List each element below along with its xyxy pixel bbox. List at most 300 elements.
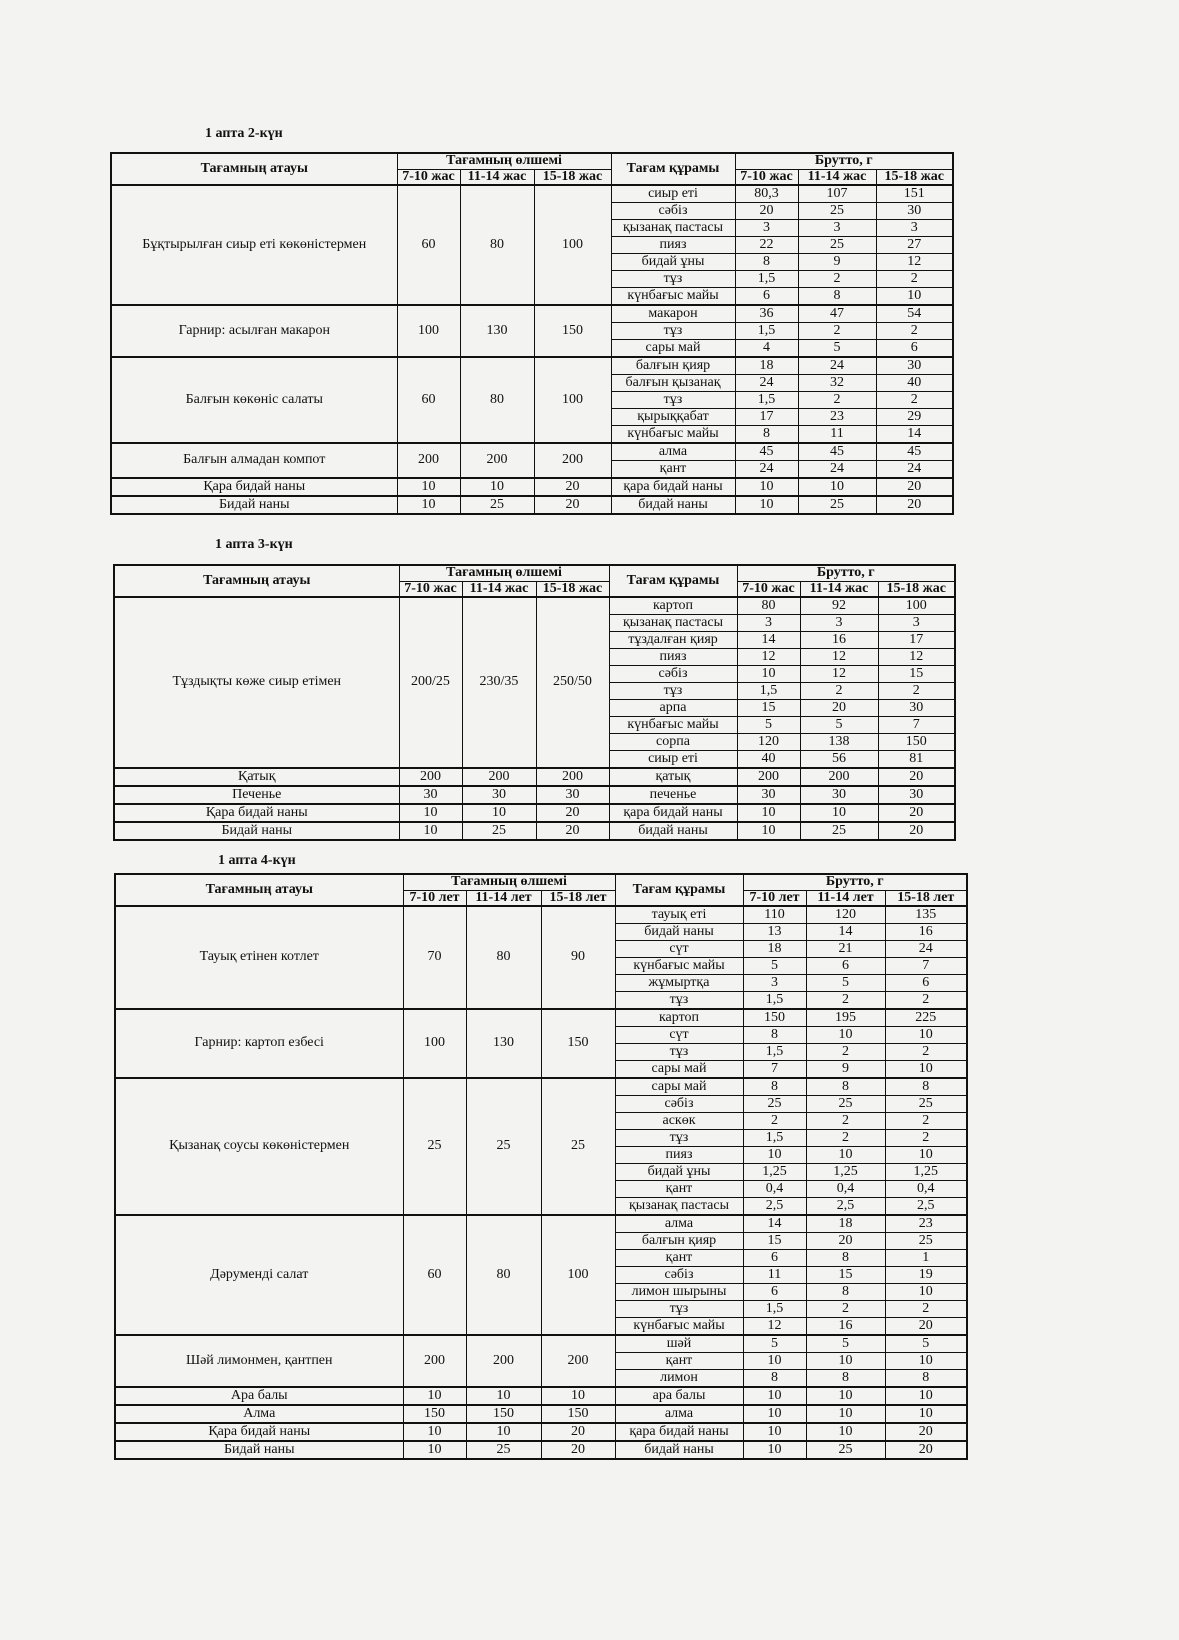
portion-value: 10 (466, 1387, 541, 1405)
portion-value: 20 (541, 1423, 615, 1441)
dish-name: Бидай наны (111, 496, 397, 514)
ingredient-row (111, 478, 953, 496)
gross-value: 8 (885, 1078, 967, 1096)
dish-name: Алма (115, 1405, 403, 1423)
gross-value: 20 (735, 202, 798, 219)
gross-value: 10 (743, 1423, 806, 1441)
gross-value: 3 (800, 614, 878, 631)
gross-age-header: 15-18 жас (878, 581, 955, 597)
ingredient-name: күнбағыс майы (609, 716, 737, 733)
gross-value: 45 (735, 443, 798, 461)
dish-group (115, 906, 967, 1009)
portion-value: 10 (541, 1387, 615, 1405)
ingredient-name: алма (611, 443, 735, 461)
ingredient-name: күнбағыс майы (611, 287, 735, 305)
ingredient-row (111, 185, 953, 203)
gross-value: 81 (878, 750, 955, 768)
gross-value: 10 (743, 1441, 806, 1459)
dish-group (115, 1009, 967, 1078)
portion-value: 30 (399, 786, 462, 804)
gross-value: 20 (878, 822, 955, 840)
gross-value: 24 (735, 374, 798, 391)
ingredient-row (115, 1441, 967, 1459)
gross-value: 56 (800, 750, 878, 768)
dish-name: Қатық (114, 768, 399, 786)
ingredient-name: тұз (615, 1043, 743, 1060)
ingredient-name: қара бидай наны (611, 478, 735, 496)
gross-value: 3 (876, 219, 953, 236)
gross-value: 110 (743, 906, 806, 924)
portion-value: 100 (534, 185, 611, 305)
gross-value: 92 (800, 597, 878, 615)
gross-value: 2 (885, 991, 967, 1009)
gross-value: 2 (800, 682, 878, 699)
ingredient-name: сары май (611, 339, 735, 357)
portion-value: 25 (462, 822, 536, 840)
composition-header: Тағам құрамы (609, 565, 737, 597)
table-header (111, 153, 953, 185)
gross-value: 25 (885, 1095, 967, 1112)
ingredient-name: сиыр еті (611, 185, 735, 203)
ingredient-row (114, 597, 955, 615)
portion-value: 10 (399, 822, 462, 840)
gross-value: 10 (737, 804, 800, 822)
gross-value: 6 (876, 339, 953, 357)
portion-value: 10 (460, 478, 534, 496)
dish-group (114, 786, 955, 804)
gross-age-header: 11-14 жас (800, 581, 878, 597)
portion-value: 20 (534, 496, 611, 514)
gross-value: 8 (806, 1249, 885, 1266)
gross-age-header: 7-10 лет (743, 890, 806, 906)
gross-value: 16 (800, 631, 878, 648)
ingredient-name: пияз (611, 236, 735, 253)
gross-value: 30 (878, 786, 955, 804)
gross-value: 6 (743, 1283, 806, 1300)
gross-value: 25 (798, 236, 876, 253)
gross-value: 3 (735, 219, 798, 236)
dish-name-header: Тағамның атауы (115, 874, 403, 906)
gross-value: 10 (743, 1146, 806, 1163)
gross-value: 8 (806, 1283, 885, 1300)
ingredient-name: тұз (611, 322, 735, 339)
ingredient-name: қант (611, 460, 735, 478)
dish-name: Қара бидай наны (114, 804, 399, 822)
gross-value: 6 (743, 1249, 806, 1266)
gross-value: 80 (737, 597, 800, 615)
gross-value: 2 (885, 1129, 967, 1146)
gross-value: 6 (885, 974, 967, 991)
portion-value: 10 (399, 804, 462, 822)
portion-value: 20 (541, 1441, 615, 1459)
table-header (115, 874, 967, 906)
dish-group (114, 822, 955, 840)
portion-value: 20 (536, 822, 609, 840)
portion-size-header: Тағамның өлшемі (397, 153, 611, 169)
ingredient-name: сары май (615, 1078, 743, 1096)
portion-value: 250/50 (536, 597, 609, 768)
gross-age-header: 11-14 жас (798, 169, 876, 185)
dish-group (115, 1387, 967, 1405)
dish-group (115, 1335, 967, 1387)
gross-value: 8 (806, 1369, 885, 1387)
ingredient-row (114, 786, 955, 804)
portion-value: 30 (536, 786, 609, 804)
gross-value: 21 (806, 940, 885, 957)
gross-value: 8 (743, 1078, 806, 1096)
gross-header: Брутто, г (735, 153, 953, 169)
dish-name: Бидай наны (115, 1441, 403, 1459)
portion-value: 10 (403, 1387, 466, 1405)
ingredient-name: тұздалған қияр (609, 631, 737, 648)
gross-value: 10 (885, 1026, 967, 1043)
portion-value: 200 (399, 768, 462, 786)
gross-value: 10 (800, 804, 878, 822)
dish-group (114, 768, 955, 786)
dish-group (114, 597, 955, 768)
gross-value: 16 (806, 1317, 885, 1335)
gross-value: 2 (806, 1129, 885, 1146)
gross-value: 5 (743, 1335, 806, 1353)
menu-table-day-4 (114, 873, 968, 1460)
gross-value: 24 (798, 460, 876, 478)
ingredient-row (115, 1009, 967, 1027)
gross-value: 5 (885, 1335, 967, 1353)
dish-group (111, 305, 953, 357)
gross-value: 4 (735, 339, 798, 357)
gross-value: 11 (743, 1266, 806, 1283)
gross-value: 9 (806, 1060, 885, 1078)
gross-value: 17 (735, 408, 798, 425)
portion-value: 80 (460, 185, 534, 305)
gross-value: 2 (806, 1043, 885, 1060)
gross-value: 2 (885, 1043, 967, 1060)
gross-value: 8 (798, 287, 876, 305)
portion-value: 60 (397, 185, 460, 305)
gross-value: 30 (737, 786, 800, 804)
gross-value: 25 (798, 496, 876, 514)
gross-value: 2 (885, 1112, 967, 1129)
gross-value: 16 (885, 923, 967, 940)
ingredient-name: тұз (615, 991, 743, 1009)
gross-value: 151 (876, 185, 953, 203)
gross-value: 1,25 (806, 1163, 885, 1180)
gross-value: 0,4 (885, 1180, 967, 1197)
gross-value: 1,5 (735, 270, 798, 287)
portion-value: 200 (466, 1335, 541, 1387)
portion-value: 70 (403, 906, 466, 1009)
dish-name: Қара бидай наны (111, 478, 397, 496)
portion-age-header: 15-18 лет (541, 890, 615, 906)
gross-value: 10 (876, 287, 953, 305)
portion-value: 60 (397, 357, 460, 443)
gross-value: 12 (737, 648, 800, 665)
gross-value: 20 (876, 496, 953, 514)
portion-age-header: 11-14 лет (466, 890, 541, 906)
gross-value: 8 (743, 1369, 806, 1387)
gross-value: 32 (798, 374, 876, 391)
gross-value: 12 (878, 648, 955, 665)
gross-value: 25 (885, 1232, 967, 1249)
gross-value: 2 (806, 1300, 885, 1317)
portion-age-header: 7-10 жас (397, 169, 460, 185)
gross-value: 1,5 (735, 322, 798, 339)
dish-group (111, 496, 953, 514)
gross-value: 2 (878, 682, 955, 699)
portion-value: 200/25 (399, 597, 462, 768)
portion-value: 20 (534, 478, 611, 496)
gross-value: 135 (885, 906, 967, 924)
ingredient-row (114, 768, 955, 786)
portion-value: 90 (541, 906, 615, 1009)
gross-value: 120 (806, 906, 885, 924)
gross-value: 12 (800, 648, 878, 665)
ingredient-name: қызанақ пастасы (611, 219, 735, 236)
gross-value: 2 (806, 991, 885, 1009)
gross-value: 14 (737, 631, 800, 648)
dish-name: Балғын көкөніс салаты (111, 357, 397, 443)
portion-value: 100 (403, 1009, 466, 1078)
ingredient-name: балғын қызанақ (611, 374, 735, 391)
gross-value: 120 (737, 733, 800, 750)
gross-value: 0,4 (743, 1180, 806, 1197)
ingredient-name: алма (615, 1215, 743, 1233)
gross-value: 12 (800, 665, 878, 682)
portion-value: 150 (403, 1405, 466, 1423)
day-title: 1 апта 3-күн (215, 537, 293, 552)
portion-value: 150 (466, 1405, 541, 1423)
ingredient-row (115, 1423, 967, 1441)
portion-value: 150 (541, 1405, 615, 1423)
portion-value: 20 (536, 804, 609, 822)
ingredient-name: балғын қияр (615, 1232, 743, 1249)
gross-value: 1 (885, 1249, 967, 1266)
portion-age-header: 15-18 жас (536, 581, 609, 597)
ingredient-name: тауық еті (615, 906, 743, 924)
dish-name: Гарнир: картоп езбесі (115, 1009, 403, 1078)
gross-value: 3 (878, 614, 955, 631)
gross-value: 5 (806, 974, 885, 991)
gross-value: 36 (735, 305, 798, 323)
ingredient-name: бидай наны (611, 496, 735, 514)
portion-value: 10 (397, 496, 460, 514)
gross-age-header: 7-10 жас (737, 581, 800, 597)
ingredient-name: бидай наны (615, 923, 743, 940)
ingredient-name: тұз (611, 391, 735, 408)
gross-value: 225 (885, 1009, 967, 1027)
gross-value: 18 (806, 1215, 885, 1233)
ingredient-row (111, 443, 953, 461)
ingredient-name: сары май (615, 1060, 743, 1078)
gross-age-header: 7-10 жас (735, 169, 798, 185)
gross-value: 15 (737, 699, 800, 716)
gross-value: 23 (885, 1215, 967, 1233)
ingredient-name: бидай ұны (615, 1163, 743, 1180)
gross-value: 1,5 (735, 391, 798, 408)
ingredient-name: картоп (615, 1009, 743, 1027)
ingredient-name: сүт (615, 1026, 743, 1043)
gross-value: 10 (806, 1405, 885, 1423)
dish-group (115, 1423, 967, 1441)
gross-value: 8 (735, 425, 798, 443)
gross-value: 10 (806, 1026, 885, 1043)
portion-value: 10 (466, 1423, 541, 1441)
ingredient-name: бидай ұны (611, 253, 735, 270)
dish-group (111, 478, 953, 496)
portion-value: 80 (466, 906, 541, 1009)
gross-value: 0,4 (806, 1180, 885, 1197)
gross-value: 10 (798, 478, 876, 496)
gross-value: 14 (876, 425, 953, 443)
gross-value: 10 (737, 822, 800, 840)
composition-header: Тағам құрамы (611, 153, 735, 185)
gross-value: 5 (743, 957, 806, 974)
gross-value: 14 (743, 1215, 806, 1233)
portion-age-header: 11-14 жас (462, 581, 536, 597)
portion-value: 100 (541, 1215, 615, 1335)
gross-value: 17 (878, 631, 955, 648)
portion-value: 200 (534, 443, 611, 478)
gross-value: 7 (885, 957, 967, 974)
portion-value: 10 (403, 1423, 466, 1441)
gross-value: 1,5 (743, 1300, 806, 1317)
gross-age-header: 15-18 лет (885, 890, 967, 906)
gross-value: 2,5 (743, 1197, 806, 1215)
ingredient-name: алма (615, 1405, 743, 1423)
gross-value: 11 (798, 425, 876, 443)
gross-value: 7 (743, 1060, 806, 1078)
portion-value: 10 (397, 478, 460, 496)
ingredient-name: аскөк (615, 1112, 743, 1129)
ingredient-row (115, 906, 967, 924)
day-title: 1 апта 2-күн (205, 126, 283, 141)
portion-value: 100 (397, 305, 460, 357)
gross-value: 12 (743, 1317, 806, 1335)
ingredient-name: қызанақ пастасы (615, 1197, 743, 1215)
gross-value: 10 (885, 1283, 967, 1300)
day-title: 1 апта 4-күн (218, 853, 296, 868)
gross-value: 8 (806, 1078, 885, 1096)
ingredient-name: печенье (609, 786, 737, 804)
dish-name: Бұқтырылған сиыр еті көкөністермен (111, 185, 397, 305)
gross-value: 2 (876, 322, 953, 339)
gross-value: 54 (876, 305, 953, 323)
portion-size-header: Тағамның өлшемі (399, 565, 609, 581)
gross-value: 138 (800, 733, 878, 750)
gross-age-header: 11-14 лет (806, 890, 885, 906)
portion-value: 200 (462, 768, 536, 786)
ingredient-name: картоп (609, 597, 737, 615)
ingredient-name: қырыққабат (611, 408, 735, 425)
ingredient-row (111, 496, 953, 514)
gross-value: 2 (876, 270, 953, 287)
gross-value: 10 (737, 665, 800, 682)
portion-value: 10 (462, 804, 536, 822)
gross-value: 2 (876, 391, 953, 408)
dish-name: Балғын алмадан компот (111, 443, 397, 478)
portion-value: 25 (460, 496, 534, 514)
portion-value: 80 (466, 1215, 541, 1335)
gross-value: 10 (806, 1146, 885, 1163)
portion-value: 130 (460, 305, 534, 357)
ingredient-name: пияз (609, 648, 737, 665)
dish-name: Тұздықты көже сиыр етімен (114, 597, 399, 768)
gross-value: 15 (878, 665, 955, 682)
dish-group (114, 804, 955, 822)
dish-group (111, 185, 953, 305)
gross-value: 8 (885, 1369, 967, 1387)
ingredient-name: ара балы (615, 1387, 743, 1405)
gross-value: 1,5 (737, 682, 800, 699)
portion-value: 150 (534, 305, 611, 357)
gross-value: 14 (806, 923, 885, 940)
ingredient-row (115, 1215, 967, 1233)
gross-value: 30 (876, 357, 953, 375)
gross-value: 10 (806, 1387, 885, 1405)
dish-name: Тауық етінен котлет (115, 906, 403, 1009)
gross-value: 20 (885, 1441, 967, 1459)
gross-value: 10 (735, 478, 798, 496)
gross-value: 40 (737, 750, 800, 768)
dish-group (111, 357, 953, 443)
portion-value: 200 (541, 1335, 615, 1387)
ingredient-name: қант (615, 1249, 743, 1266)
gross-value: 2 (798, 270, 876, 287)
ingredient-name: тұз (615, 1129, 743, 1146)
ingredient-row (111, 305, 953, 323)
ingredient-name: қант (615, 1180, 743, 1197)
dish-group (111, 443, 953, 478)
gross-value: 5 (737, 716, 800, 733)
ingredient-name: қант (615, 1352, 743, 1369)
ingredient-name: лимон шырыны (615, 1283, 743, 1300)
gross-value: 200 (800, 768, 878, 786)
dish-group (115, 1405, 967, 1423)
portion-value: 200 (403, 1335, 466, 1387)
ingredient-name: тұз (611, 270, 735, 287)
dish-group (115, 1441, 967, 1459)
ingredient-row (115, 1078, 967, 1096)
ingredient-name: күнбағыс майы (611, 425, 735, 443)
gross-value: 3 (737, 614, 800, 631)
gross-value: 20 (806, 1232, 885, 1249)
ingredient-name: қара бидай наны (615, 1423, 743, 1441)
gross-value: 24 (798, 357, 876, 375)
ingredient-name: сәбіз (609, 665, 737, 682)
gross-value: 20 (885, 1317, 967, 1335)
gross-value: 10 (743, 1405, 806, 1423)
menu-table-day-3 (113, 564, 956, 841)
portion-value: 25 (466, 1441, 541, 1459)
gross-value: 45 (798, 443, 876, 461)
gross-value: 1,25 (743, 1163, 806, 1180)
portion-value: 60 (403, 1215, 466, 1335)
gross-value: 2 (743, 1112, 806, 1129)
portion-value: 230/35 (462, 597, 536, 768)
gross-value: 3 (798, 219, 876, 236)
portion-size-header: Тағамның өлшемі (403, 874, 615, 890)
gross-value: 25 (798, 202, 876, 219)
ingredient-row (115, 1387, 967, 1405)
dish-group (115, 1215, 967, 1335)
gross-value: 107 (798, 185, 876, 203)
ingredient-name: сәбіз (611, 202, 735, 219)
portion-age-header: 15-18 жас (534, 169, 611, 185)
gross-value: 30 (878, 699, 955, 716)
ingredient-row (115, 1405, 967, 1423)
dish-name: Ара балы (115, 1387, 403, 1405)
dish-name: Шәй лимонмен, қантпен (115, 1335, 403, 1387)
